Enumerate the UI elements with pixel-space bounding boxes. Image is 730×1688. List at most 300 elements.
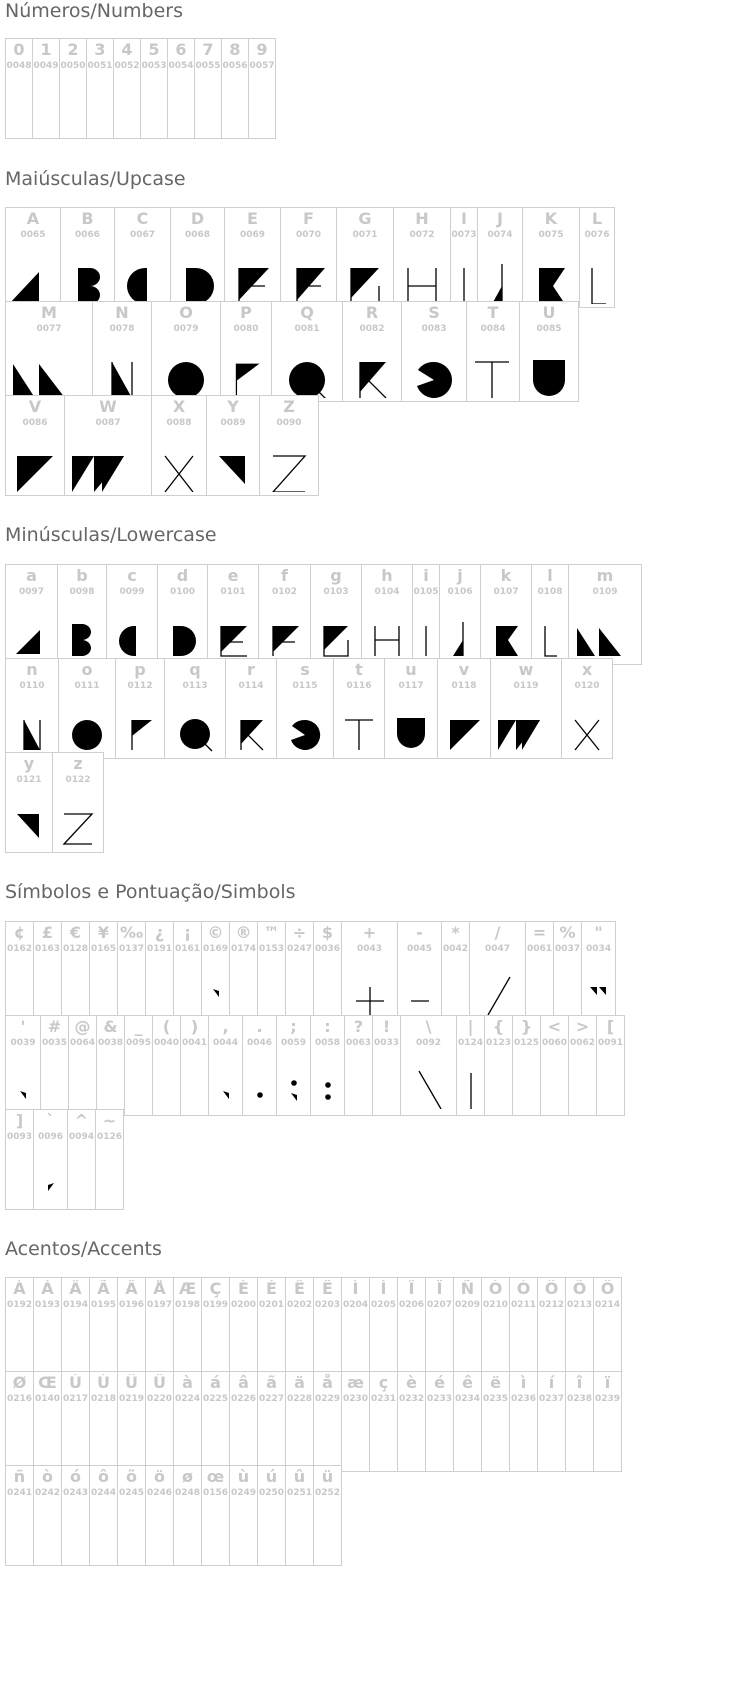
glyph-character-label: Ô: [544, 1280, 559, 1298]
glyph-character-label: 1: [40, 41, 52, 59]
glyph-cell: [229, 1277, 258, 1378]
glyph-character-label: Ê: [294, 1280, 305, 1298]
glyph-character-label: ó: [70, 1468, 81, 1486]
glyph-cell: [481, 1371, 510, 1472]
glyph-code-label: 0210: [482, 1300, 509, 1310]
glyph-code-label: 0237: [538, 1394, 565, 1404]
glyph-cell: [167, 38, 195, 139]
glyph-cell: [480, 564, 532, 665]
glyph-code-label: 0036: [314, 944, 341, 954]
glyph-cell: [372, 1015, 401, 1116]
glyph-code-label: 0107: [493, 587, 519, 597]
glyph-code-label: 0242: [34, 1488, 61, 1498]
glyph-109-icon: [573, 618, 637, 658]
glyph-cell: [369, 1371, 398, 1472]
glyph-cell: [40, 1015, 69, 1116]
glyph-cell: [450, 207, 478, 308]
glyph-cell: [519, 301, 579, 402]
glyph-88-icon: [155, 448, 203, 492]
glyph-code-label: 0205: [370, 1300, 397, 1310]
glyph-code-label: 0033: [373, 1038, 400, 1048]
glyph-111-icon: [67, 712, 107, 752]
glyph-code-label: 0108: [537, 587, 563, 597]
glyph-code-label: 0230: [342, 1394, 369, 1404]
glyph-character-label: Ç: [209, 1280, 222, 1298]
glyph-code-label: 0126: [96, 1132, 123, 1142]
glyph-cell: [33, 921, 62, 1022]
glyph-code-label: 0228: [286, 1394, 313, 1404]
glyph-code-label: 0165: [90, 944, 117, 954]
glyph-character-label: Æ: [178, 1280, 197, 1298]
glyph-character-label: Å: [153, 1280, 166, 1298]
glyph-cell: [33, 1277, 62, 1378]
glyph-character-label: á: [210, 1374, 221, 1392]
glyph-cell: [453, 1371, 482, 1472]
glyph-character-label: å: [322, 1374, 333, 1392]
glyph-character-label: G: [358, 210, 372, 228]
glyph-code-label: 0206: [398, 1300, 425, 1310]
glyph-character-label: r: [247, 661, 255, 679]
glyph-code-label: 0044: [212, 1038, 239, 1048]
glyph-101-icon: [213, 618, 253, 658]
glyph-code-label: 0250: [258, 1488, 285, 1498]
glyph-cell: [201, 1277, 230, 1378]
section-title: Maiúsculas/Upcase: [5, 168, 186, 190]
glyph-character-label: \: [425, 1018, 432, 1036]
glyph-code-label: 0045: [406, 944, 433, 954]
glyph-code-label: 0035: [41, 1038, 68, 1048]
glyph-cell: [537, 1371, 566, 1472]
glyph-cell: [310, 564, 362, 665]
glyph-cell: [220, 301, 272, 402]
glyph-code-label: 0086: [22, 418, 48, 428]
glyph-cell: [33, 1465, 62, 1566]
glyph-87-icon: [68, 448, 148, 492]
glyph-cell: [579, 207, 615, 308]
glyph-81-icon: [283, 354, 331, 398]
glyph-cell: [257, 1277, 286, 1378]
glyph-code-label: 0191: [146, 944, 173, 954]
glyph-character-label: /: [494, 924, 501, 942]
glyph-code-label: 0120: [574, 681, 600, 691]
glyph-character-label: b: [76, 567, 88, 585]
glyph-character-label: :: [324, 1018, 331, 1036]
glyph-cell: [229, 921, 258, 1022]
glyph-character-label: p: [134, 661, 146, 679]
glyph-code-label: 0067: [129, 230, 156, 240]
glyph-cell: [481, 1277, 510, 1378]
glyph-cell: [313, 921, 342, 1022]
glyph-code-label: 0092: [415, 1038, 442, 1048]
glyph-cell: [61, 1465, 90, 1566]
glyph-character-label: o: [81, 661, 93, 679]
glyph-character-label: S: [428, 304, 440, 322]
glyph-character-label: î: [576, 1374, 583, 1392]
glyph-character-label: ~: [102, 1112, 117, 1130]
glyph-cell: [384, 658, 438, 759]
glyph-code-label: 0224: [174, 1394, 201, 1404]
glyph-cell: [152, 1015, 181, 1116]
glyph-character-label: 7: [202, 41, 214, 59]
glyph-cell: [140, 38, 168, 139]
glyph-cell: [259, 395, 319, 496]
glyph-cell: [173, 1371, 202, 1472]
glyph-code-label: 0226: [230, 1394, 257, 1404]
glyph-row: [5, 1465, 341, 1566]
section-title: Minúsculas/Lowercase: [5, 524, 217, 546]
glyph-code-label: 0235: [482, 1394, 509, 1404]
glyph-character-label: Í: [380, 1280, 387, 1298]
glyph-character-label: Ø: [12, 1374, 27, 1392]
glyph-cell: [57, 564, 107, 665]
glyph-code-label: 0220: [146, 1394, 173, 1404]
glyph-cell: [5, 752, 53, 853]
glyph-character-label: à: [182, 1374, 193, 1392]
glyph-character-label: i: [423, 567, 429, 585]
glyph-cell: [5, 1015, 41, 1116]
glyph-character-label: Z: [283, 398, 295, 416]
glyph-cell: [89, 1465, 118, 1566]
glyph-character-label: Ï: [436, 1280, 443, 1298]
glyph-cell: [285, 1277, 314, 1378]
glyph-code-label: 0098: [69, 587, 95, 597]
glyph-cell: [397, 921, 442, 1022]
glyph-cell: [248, 38, 276, 139]
glyph-code-label: 0111: [74, 681, 100, 691]
glyph-code-label: 0104: [374, 587, 400, 597]
glyph-character-label: ë: [490, 1374, 501, 1392]
glyph-character-label: Ù: [69, 1374, 82, 1392]
glyph-cell: [257, 921, 286, 1022]
glyph-character-label: Ó: [516, 1280, 531, 1298]
glyph-code-label: 0100: [169, 587, 196, 597]
glyph-cell: [568, 1015, 597, 1116]
glyph-character-label: A: [26, 210, 40, 228]
glyph-cell: [106, 564, 158, 665]
glyph-cell: [229, 1465, 258, 1566]
glyph-cell: [280, 207, 337, 308]
glyph-cell: [145, 1465, 174, 1566]
glyph-character-label: F: [303, 210, 314, 228]
glyph-character-label: ]: [15, 1112, 24, 1130]
glyph-cell: [441, 921, 470, 1022]
glyph-code-label: 0084: [480, 324, 506, 334]
glyph-cell: [64, 395, 152, 496]
glyph-code-label: 0093: [6, 1132, 33, 1142]
glyph-code-label: 0245: [118, 1488, 145, 1498]
glyph-cell: [531, 564, 569, 665]
glyph-character-label: I: [461, 210, 467, 228]
glyph-code-label: 0195: [90, 1300, 117, 1310]
glyph-cell: [593, 1371, 622, 1472]
glyph-cell: [61, 1371, 90, 1472]
glyph-character-label: c: [127, 567, 137, 585]
glyph-cell: [224, 207, 281, 308]
glyph-cell: [5, 38, 33, 139]
glyph-character-label: B: [81, 210, 94, 228]
glyph-code-label: 0119: [513, 681, 539, 691]
glyph-code-label: 0060: [541, 1038, 568, 1048]
glyph-cell: [170, 207, 225, 308]
glyph-row: [5, 1277, 621, 1378]
glyph-code-label: 0232: [398, 1394, 425, 1404]
glyph-cell: [477, 207, 523, 308]
glyph-cell: [437, 658, 491, 759]
glyph-code-label: 0078: [109, 324, 135, 334]
glyph-code-label: 0193: [34, 1300, 61, 1310]
glyph-cell: [114, 207, 171, 308]
glyph-code-label: 0201: [258, 1300, 285, 1310]
glyph-code-label: 0072: [409, 230, 435, 240]
glyph-cell: [439, 564, 481, 665]
glyph-character-label: Y: [227, 398, 239, 416]
glyph-character-label: ': [20, 1018, 26, 1036]
glyph-code-label: 0102: [271, 587, 298, 597]
glyph-character-label: _: [134, 1018, 143, 1036]
glyph-code-label: 0251: [286, 1488, 313, 1498]
glyph-row: [5, 395, 318, 496]
glyph-code-label: 0053: [141, 61, 167, 71]
glyph-code-label: 0097: [18, 587, 45, 597]
glyph-code-label: 0073: [451, 230, 477, 240]
glyph-code-label: 0041: [181, 1038, 208, 1048]
glyph-cell: [59, 38, 87, 139]
glyph-code-label: 0088: [166, 418, 192, 428]
glyph-82-icon: [348, 354, 396, 398]
glyph-code-label: 0103: [323, 587, 349, 597]
glyph-72-icon: [398, 260, 446, 304]
glyph-118-icon: [444, 712, 484, 752]
glyph-character-label: +: [362, 924, 377, 942]
glyph-cell: [61, 921, 90, 1022]
glyph-code-label: 0101: [220, 587, 246, 597]
glyph-code-label: 0047: [484, 944, 511, 954]
glyph-code-label: 0043: [356, 944, 383, 954]
glyph-code-label: 0229: [314, 1394, 341, 1404]
glyph-code-label: 0116: [346, 681, 372, 691]
glyph-39-icon: [15, 1069, 31, 1109]
glyph-code-label: 0051: [87, 61, 113, 71]
glyph-code-label: 0117: [398, 681, 424, 691]
glyph-cell: [52, 752, 104, 853]
glyph-cell: [95, 1109, 124, 1210]
glyph-cell: [96, 1015, 125, 1116]
glyph-cell: [5, 207, 61, 308]
glyph-character-label: ^: [74, 1112, 89, 1130]
glyph-code-label: 0114: [238, 681, 264, 691]
glyph-code-label: 0099: [119, 587, 145, 597]
glyph-code-label: 0085: [536, 324, 562, 334]
glyph-cell: [89, 1277, 118, 1378]
glyph-code-label: 0090: [276, 418, 302, 428]
glyph-97-icon: [12, 618, 52, 658]
glyph-code-label: 0050: [60, 61, 86, 71]
glyph-character-label: f: [281, 567, 288, 585]
glyph-character-label: ä: [294, 1374, 305, 1392]
glyph-character-label: ÷: [292, 924, 307, 942]
glyph-cell: [5, 1371, 34, 1472]
glyph-character-label: Ë: [322, 1280, 333, 1298]
glyph-99-icon: [112, 618, 152, 658]
glyph-code-label: 0087: [95, 418, 121, 428]
glyph-cell: [456, 1015, 485, 1116]
glyph-code-label: 0197: [146, 1300, 173, 1310]
glyph-cell: [565, 1277, 594, 1378]
glyph-cell: [89, 1371, 118, 1472]
glyph-character-label: ¡: [183, 924, 192, 942]
glyph-code-label: 0207: [426, 1300, 453, 1310]
glyph-117-icon: [391, 712, 431, 752]
glyph-character-label: ‰: [119, 924, 144, 942]
glyph-cell: [151, 395, 207, 496]
glyph-character-label: £: [41, 924, 54, 942]
glyph-cell: [258, 564, 311, 665]
glyph-cell: [67, 1109, 96, 1210]
glyph-row: [5, 301, 578, 402]
glyph-character-label: m: [596, 567, 614, 585]
glyph-character-label: x: [581, 661, 593, 679]
glyph-row: [5, 38, 275, 139]
glyph-98-icon: [62, 618, 102, 658]
glyph-cell: [208, 1015, 243, 1116]
glyph-character-label: T: [487, 304, 499, 322]
glyph-character-label: ,: [222, 1018, 229, 1036]
glyph-code-label: 0227: [258, 1394, 285, 1404]
glyph-character-label: ¥: [97, 924, 110, 942]
glyph-character-label: ò: [42, 1468, 53, 1486]
glyph-cell: [341, 1371, 370, 1472]
glyph-46-icon: [252, 1069, 268, 1109]
glyph-cell: [201, 921, 230, 1022]
glyph-character-label: æ: [347, 1374, 364, 1392]
glyph-108-icon: [537, 618, 563, 658]
glyph-character-label: >: [575, 1018, 590, 1036]
glyph-row: [5, 1015, 624, 1116]
glyph-70-icon: [285, 260, 333, 304]
glyph-code-label: 0057: [249, 61, 275, 71]
glyph-character-label: U: [542, 304, 556, 322]
glyph-cell: [310, 1015, 345, 1116]
glyph-code-label: 0066: [74, 230, 101, 240]
glyph-code-label: 0056: [222, 61, 248, 71]
glyph-code-label: 0079: [173, 324, 199, 334]
glyph-107-icon: [486, 618, 526, 658]
glyph-code-label: 0211: [510, 1300, 537, 1310]
glyph-code-label: 0071: [352, 230, 378, 240]
glyph-cell: [342, 301, 402, 402]
glyph-code-label: 0065: [20, 230, 46, 240]
glyph-cell: [522, 207, 580, 308]
glyph-cell: [537, 1277, 566, 1378]
glyph-character-label: z: [73, 755, 83, 773]
glyph-code-label: 0054: [168, 61, 194, 71]
glyph-cell: [194, 38, 222, 139]
glyph-code-label: 0069: [239, 230, 266, 240]
glyph-59-icon: [286, 1069, 302, 1109]
glyph-code-label: 0199: [202, 1300, 229, 1310]
glyph-106-icon: [443, 618, 477, 658]
glyph-cell: [397, 1371, 426, 1472]
glyph-code-label: 0058: [314, 1038, 341, 1048]
glyph-code-label: 0128: [62, 944, 89, 954]
glyph-code-label: 0096: [37, 1132, 64, 1142]
glyph-character-label: ñ: [13, 1468, 26, 1486]
glyph-86-icon: [11, 448, 59, 492]
glyph-cell: [512, 1015, 541, 1116]
glyph-character-label: ø: [182, 1468, 193, 1486]
glyph-character-label: 8: [229, 41, 241, 59]
glyph-code-label: 0247: [286, 944, 313, 954]
glyph-cell: [58, 658, 116, 759]
glyph-cell: [61, 1277, 90, 1378]
glyph-71-icon: [341, 260, 389, 304]
glyph-cell: [32, 38, 60, 139]
glyph-character-label: j: [457, 567, 463, 585]
glyph-character-label: 5: [148, 41, 160, 59]
glyph-cell: [5, 921, 34, 1022]
glyph-cell: [145, 921, 174, 1022]
glyph-96-icon: [43, 1163, 59, 1203]
glyph-cell: [313, 1465, 342, 1566]
glyph-character-label: W: [99, 398, 117, 416]
glyph-cell: [425, 1277, 454, 1378]
glyph-cell: [5, 395, 65, 496]
glyph-66-icon: [64, 260, 112, 304]
glyph-character-label: K: [544, 210, 558, 228]
glyph-character-label: ?: [353, 1018, 364, 1036]
glyph-character-label: k: [500, 567, 512, 585]
glyph-row: [5, 658, 612, 759]
glyph-84-icon: [469, 354, 517, 398]
glyph-character-label: ê: [462, 1374, 473, 1392]
glyph-100-icon: [163, 618, 203, 658]
glyph-character-label: 9: [256, 41, 268, 59]
glyph-cell: [276, 1015, 311, 1116]
glyph-code-label: 0121: [16, 775, 42, 785]
glyph-character-label: e: [227, 567, 239, 585]
glyph-character-label: ©: [207, 924, 224, 942]
glyph-cell: [5, 564, 58, 665]
glyph-code-label: 0077: [36, 324, 62, 334]
glyph-cell: [285, 921, 314, 1022]
glyph-character-label: E: [247, 210, 258, 228]
glyph-67-icon: [119, 260, 167, 304]
glyph-102-icon: [265, 618, 305, 658]
glyph-code-label: 0075: [538, 230, 564, 240]
glyph-character-label: %: [559, 924, 576, 942]
glyph-68-icon: [174, 260, 222, 304]
glyph-47-icon: [478, 975, 518, 1015]
glyph-cell: [313, 1371, 342, 1472]
glyph-character-label: L: [591, 210, 603, 228]
glyph-code-label: 0162: [6, 944, 33, 954]
glyph-code-label: 0200: [230, 1300, 257, 1310]
glyph-row: [5, 1371, 621, 1472]
glyph-character-label: H: [415, 210, 429, 228]
glyph-code-label: 0034: [585, 944, 612, 954]
glyph-character-label: $: [321, 924, 334, 942]
glyph-character-label: [: [606, 1018, 615, 1036]
glyph-character-label: Œ: [38, 1374, 57, 1392]
glyph-character-label: ï: [604, 1374, 611, 1392]
glyph-83-icon: [410, 354, 458, 398]
glyph-character-label: ;: [290, 1018, 297, 1036]
glyph-character-label: }: [520, 1018, 533, 1036]
glyph-114-icon: [231, 712, 271, 752]
glyph-cell: [113, 38, 141, 139]
glyph-code-label: 0153: [258, 944, 285, 954]
glyph-code-label: 0219: [118, 1394, 145, 1404]
